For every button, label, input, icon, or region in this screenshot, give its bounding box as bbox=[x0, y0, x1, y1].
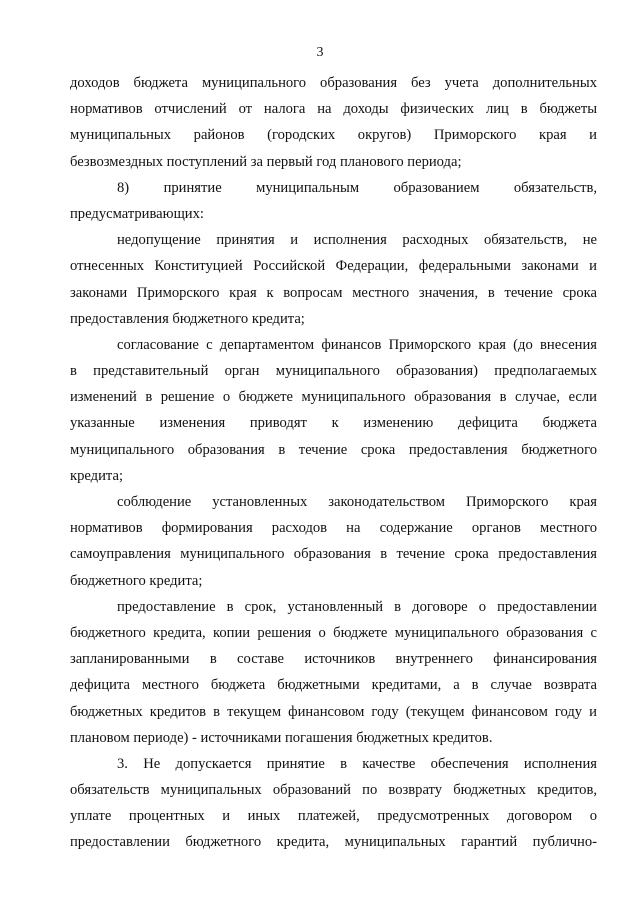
text-line: недопущение принятия и исполнения расходных обязательств, не bbox=[117, 232, 597, 249]
text-line: законами Приморского края к вопросам местного значения, в течение срока bbox=[70, 284, 597, 301]
text-line: запланированными в составе источников внутреннего финансирования bbox=[70, 651, 597, 668]
text-line: обязательств муниципальных образований по возврату бюджетных кредитов, bbox=[70, 782, 597, 799]
page-number: 3 bbox=[316, 45, 324, 60]
text-line: предоставления бюджетного кредита; bbox=[70, 310, 305, 327]
text-line: в представительный орган муниципального образования) предполагаемых bbox=[70, 363, 597, 380]
text-line: уплате процентных и иных платежей, предусмотренных договором о bbox=[70, 808, 597, 825]
document-body bbox=[70, 70, 597, 856]
text-line: предусматривающих: bbox=[70, 205, 204, 222]
text-line: отнесенных Конституцией Российской Федерации, федеральными законами и bbox=[70, 258, 597, 275]
text-line: соблюдение установленных законодательством Приморского края bbox=[117, 494, 597, 510]
text-line: нормативов формирования расходов на содержание органов местного bbox=[70, 520, 597, 537]
text-line: плановом периоде) - источниками погашения бюджетных кредитов. bbox=[70, 729, 493, 746]
text-line: бюджетного кредита, копии решения о бюджете муниципального образования с bbox=[70, 624, 597, 641]
text-line: предоставлении бюджетного кредита, муниципальных гарантий публично- bbox=[70, 834, 597, 851]
text-line: бюджетного кредита; bbox=[70, 572, 203, 589]
text-line: муниципальных районов (городских округов) Приморского края и bbox=[70, 127, 597, 144]
text-line: нормативов отчислений от налога на доходы физических лиц в бюджеты bbox=[70, 101, 597, 118]
text-line: бюджетных кредитов в текущем финансовом году (текущем финансовом году и bbox=[70, 703, 597, 720]
text-line: 3. Не допускается принятие в качестве обеспечения исполнения bbox=[117, 755, 597, 772]
text-line: дефицита местного бюджета бюджетными кредитами, а в случае возврата bbox=[70, 677, 597, 694]
text-line: указанные изменения приводят к изменению дефицита бюджета bbox=[70, 415, 597, 432]
text-line: изменений в решение о бюджете муниципального образования в случае, если bbox=[70, 389, 597, 406]
text-line: 8) принятие муниципальным образованием обязательств, bbox=[117, 179, 597, 196]
text-line: безвозмездных поступлений за первый год планового периода; bbox=[70, 153, 462, 170]
text-line: доходов бюджета муниципального образования без учета дополнительных bbox=[70, 75, 597, 91]
text-line: кредита; bbox=[70, 467, 123, 484]
text-line: самоуправления муниципального образования в течение срока предоставления bbox=[70, 546, 597, 563]
text-line: согласование с департаментом финансов Приморского края (до внесения bbox=[117, 336, 597, 353]
text-line: муниципального образования в течение срока предоставления бюджетного bbox=[70, 441, 597, 458]
text-line: предоставление в срок, установленный в договоре о предоставлении bbox=[117, 598, 597, 615]
